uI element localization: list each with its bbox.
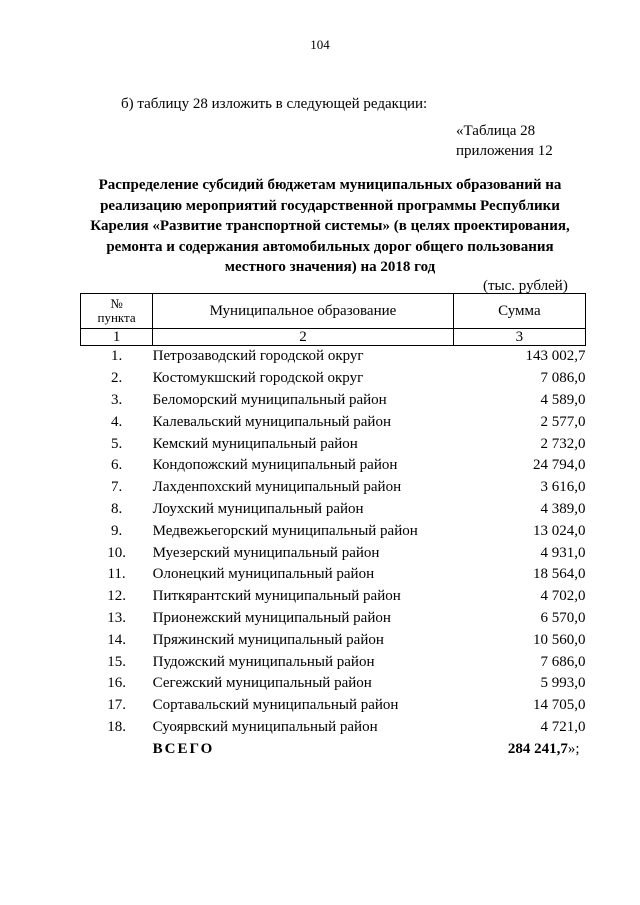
- table-total-row: [81, 738, 586, 760]
- table-row: [81, 411, 586, 433]
- row-number: 12.: [107, 588, 126, 605]
- row-number: 9.: [110, 522, 123, 539]
- row-number: 7.: [110, 479, 123, 496]
- row-sum: 6 570,0: [540, 609, 586, 626]
- header-sum: Сумма: [453, 294, 585, 329]
- header-item-number-line-2: пункта: [97, 310, 136, 325]
- row-municipality: Петрозаводский городской округ: [152, 348, 364, 365]
- row-municipality: Суоярвский муниципальный район: [152, 718, 378, 735]
- row-sum: 7 086,0: [540, 370, 586, 387]
- row-municipality: Кондопожский муниципальный район: [152, 457, 398, 474]
- row-sum: 13 024,0: [533, 522, 586, 539]
- row-number: 18.: [107, 718, 126, 735]
- header-municipality: Муниципальное образование: [153, 294, 454, 329]
- row-number: 4.: [110, 413, 123, 430]
- table-row: [81, 455, 586, 477]
- row-municipality: Муезерский муниципальный район: [152, 544, 380, 561]
- total-empty-cell: [81, 738, 153, 760]
- intro-text: б) таблицу 28 изложить в следующей редакции:: [121, 96, 428, 112]
- table-reference: [456, 121, 553, 161]
- total-sum-cell: [453, 738, 585, 760]
- table-row: [81, 586, 586, 608]
- row-municipality: Прионежский муниципальный район: [152, 609, 391, 626]
- page-number: 104: [310, 37, 330, 52]
- table-row: [81, 433, 586, 455]
- row-number: 5.: [110, 435, 123, 452]
- row-municipality: Лахденпохский муниципальный район: [152, 479, 402, 496]
- closing-quote: »;: [567, 740, 580, 757]
- row-number: 2.: [110, 370, 123, 387]
- row-number: 16.: [107, 675, 126, 692]
- table-row: [81, 717, 586, 739]
- row-municipality: Медвежьегорский муниципальный район: [152, 522, 418, 539]
- row-sum: 7 686,0: [540, 653, 586, 670]
- row-sum: 4 389,0: [540, 500, 586, 517]
- table-row: [81, 520, 586, 542]
- table-row: [81, 695, 586, 717]
- row-municipality: Пряжинский муниципальный район: [152, 631, 384, 648]
- row-sum: 2 732,0: [540, 435, 586, 452]
- row-number: 6.: [110, 457, 123, 474]
- row-number: 3.: [110, 391, 123, 408]
- row-number: 11.: [107, 566, 126, 583]
- row-number: 8.: [110, 500, 123, 517]
- row-sum: 4 931,0: [540, 544, 586, 561]
- row-municipality: Сегежский муниципальный район: [152, 675, 372, 692]
- column-number-2: 2: [153, 329, 454, 346]
- row-municipality: Сортавальский муниципальный район: [152, 697, 399, 714]
- header-item-number: [81, 294, 153, 329]
- column-number-3: 3: [453, 329, 585, 346]
- table-row: [81, 499, 586, 521]
- total-sum: 284 241,7: [507, 740, 568, 757]
- row-sum: 14 705,0: [533, 697, 586, 714]
- table-column-numbers-row: [81, 329, 586, 346]
- table-row: [81, 673, 586, 695]
- row-sum: 4 702,0: [540, 588, 586, 605]
- row-municipality: Пудожский муниципальный район: [152, 653, 375, 670]
- table-row: [81, 608, 586, 630]
- row-number: 10.: [107, 544, 126, 561]
- row-number: 17.: [107, 697, 126, 714]
- row-number: 13.: [107, 609, 126, 626]
- row-municipality: Олонецкий муниципальный район: [152, 566, 375, 583]
- row-number: 15.: [107, 653, 126, 670]
- table-row: [81, 346, 586, 368]
- row-sum: 2 577,0: [540, 413, 586, 430]
- table-row: [81, 651, 586, 673]
- row-number: 1.: [110, 348, 123, 365]
- row-municipality: Питкярантский муниципальный район: [152, 588, 401, 605]
- row-number: 14.: [107, 631, 126, 648]
- table-row: [81, 629, 586, 651]
- row-sum: 4 721,0: [540, 718, 586, 735]
- row-municipality: Калевальский муниципальный район: [152, 413, 391, 430]
- row-sum: 4 589,0: [540, 391, 586, 408]
- subsidy-table: [80, 293, 586, 760]
- table-row: [81, 542, 586, 564]
- table-reference-line-1: «Таблица 28: [456, 123, 536, 139]
- row-sum: 18 564,0: [533, 566, 586, 583]
- row-municipality: Костомукшский городской округ: [152, 370, 364, 387]
- column-number-1: 1: [81, 329, 153, 346]
- header-item-number-line-1: №: [110, 296, 123, 311]
- row-municipality: Лоухский муниципальный район: [152, 500, 364, 517]
- row-sum: 143 002,7: [525, 348, 586, 365]
- total-label: ВСЕГО: [152, 740, 215, 757]
- table-row: [81, 564, 586, 586]
- row-sum: 10 560,0: [533, 631, 586, 648]
- row-sum: 24 794,0: [533, 457, 586, 474]
- row-sum: 3 616,0: [540, 479, 586, 496]
- row-sum: 5 993,0: [540, 675, 586, 692]
- total-label-cell: [153, 738, 454, 760]
- table-reference-line-2: приложения 12: [456, 143, 553, 159]
- table-header-row: [81, 294, 586, 329]
- table-row: [81, 368, 586, 390]
- table-row: [81, 390, 586, 412]
- row-municipality: Беломорский муниципальный район: [152, 391, 387, 408]
- document-title: Распределение субсидий бюджетам муниципальных образований на реализацию мероприятий государственной программы Республики Карелия «Развитие транспортной системы» (в целях проектирования, ремонта и содержания автомобильных дорог общего пользования местного значения) на 2018 год: [90, 177, 570, 275]
- units-label: (тыс. рублей): [483, 278, 568, 294]
- row-municipality: Кемский муниципальный район: [152, 435, 358, 452]
- table-row: [81, 477, 586, 499]
